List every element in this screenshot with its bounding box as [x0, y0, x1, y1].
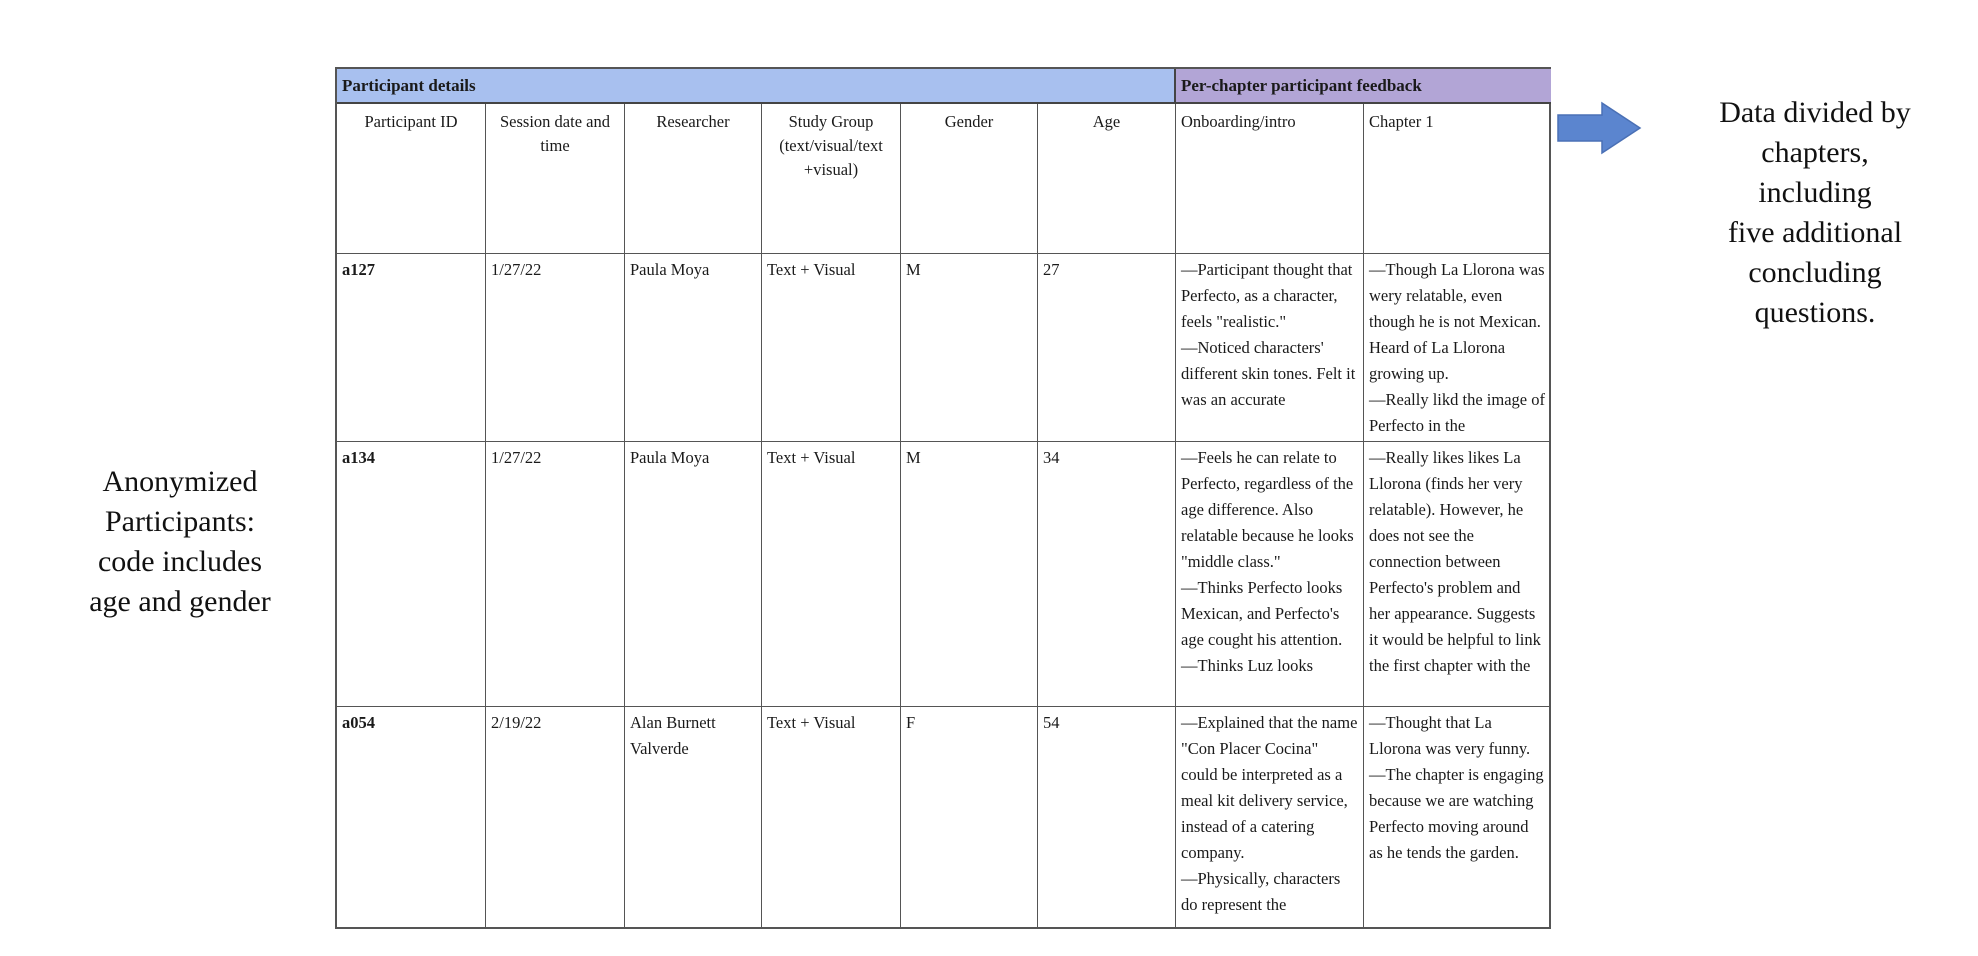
right-arrow-icon: [1556, 101, 1642, 155]
per-chapter-feedback-header: Per-chapter participant feedback: [1176, 69, 1551, 104]
age-cell: 34: [1038, 442, 1176, 707]
onboarding-feedback-cell: —Feels he can relate to Perfecto, regardless of the age difference. Also relatable because he looks "middle class." —Thinks Perfecto looks Mexican, and Perfecto's age cought his attention. —Thinks Luz looks: [1176, 442, 1364, 707]
participant-feedback-table: [335, 67, 1551, 929]
column-header-gender: Gender: [901, 104, 1038, 254]
study-group-cell: Text + Visual: [762, 254, 901, 442]
annotation-anonymized-participants: Anonymized Participants: code includes age and gender: [89, 465, 271, 618]
chapter1-feedback-cell: —Really likes likes La Llorona (finds her very relatable). However, he does not see the connection between Perfecto's problem and her appearance. Suggests it would be helpful to link the first chapter with the: [1364, 442, 1551, 707]
column-header-chapter1-feedback: Chapter 1: [1364, 104, 1551, 254]
onboarding-feedback-cell: —Explained that the name "Con Placer Cocina" could be interpreted as a meal kit delivery service, instead of a catering company. —Physically, characters do represent the: [1176, 707, 1364, 929]
researcher-cell: Alan Burnett Valverde: [625, 707, 762, 929]
participant-id-cell: a054: [337, 707, 486, 929]
session-date-cell: 2/19/22: [486, 707, 625, 929]
column-header-study-group: Study Group (text/visual/text +visual): [762, 104, 901, 254]
column-header-researcher: Researcher: [625, 104, 762, 254]
researcher-cell: Paula Moya: [625, 442, 762, 707]
column-header-session-date: Session date and time: [486, 104, 625, 254]
participant-id-cell: a134: [337, 442, 486, 707]
gender-cell: F: [901, 707, 1038, 929]
column-header-age: Age: [1038, 104, 1176, 254]
researcher-cell: Paula Moya: [625, 254, 762, 442]
session-date-cell: 1/27/22: [486, 254, 625, 442]
column-header-participant-id: Participant ID: [337, 104, 486, 254]
participant-id-cell: a127: [337, 254, 486, 442]
study-group-cell: Text + Visual: [762, 707, 901, 929]
chapter1-feedback-cell: —Though La Llorona was wery relatable, even though he is not Mexican. Heard of La Llorona growing up. —Really likd the image of Perfecto in the: [1364, 254, 1551, 442]
session-date-cell: 1/27/22: [486, 442, 625, 707]
gender-cell: M: [901, 442, 1038, 707]
participant-details-header: Participant details: [337, 69, 1176, 104]
age-cell: 54: [1038, 707, 1176, 929]
onboarding-feedback-cell: —Participant thought that Perfecto, as a character, feels "realistic." —Noticed characters' different skin tones. Felt it was an accurate: [1176, 254, 1364, 442]
annotation-chapters: Data divided by chapters, including five additional concluding questions.: [1719, 96, 1911, 329]
study-group-cell: Text + Visual: [762, 442, 901, 707]
chapter1-feedback-cell: —Thought that La Llorona was very funny. —The chapter is engaging because we are watching Perfecto moving around as he tends the garden.: [1364, 707, 1551, 929]
column-header-onboarding-feedback: Onboarding/intro: [1176, 104, 1364, 254]
age-cell: 27: [1038, 254, 1176, 442]
gender-cell: M: [901, 254, 1038, 442]
